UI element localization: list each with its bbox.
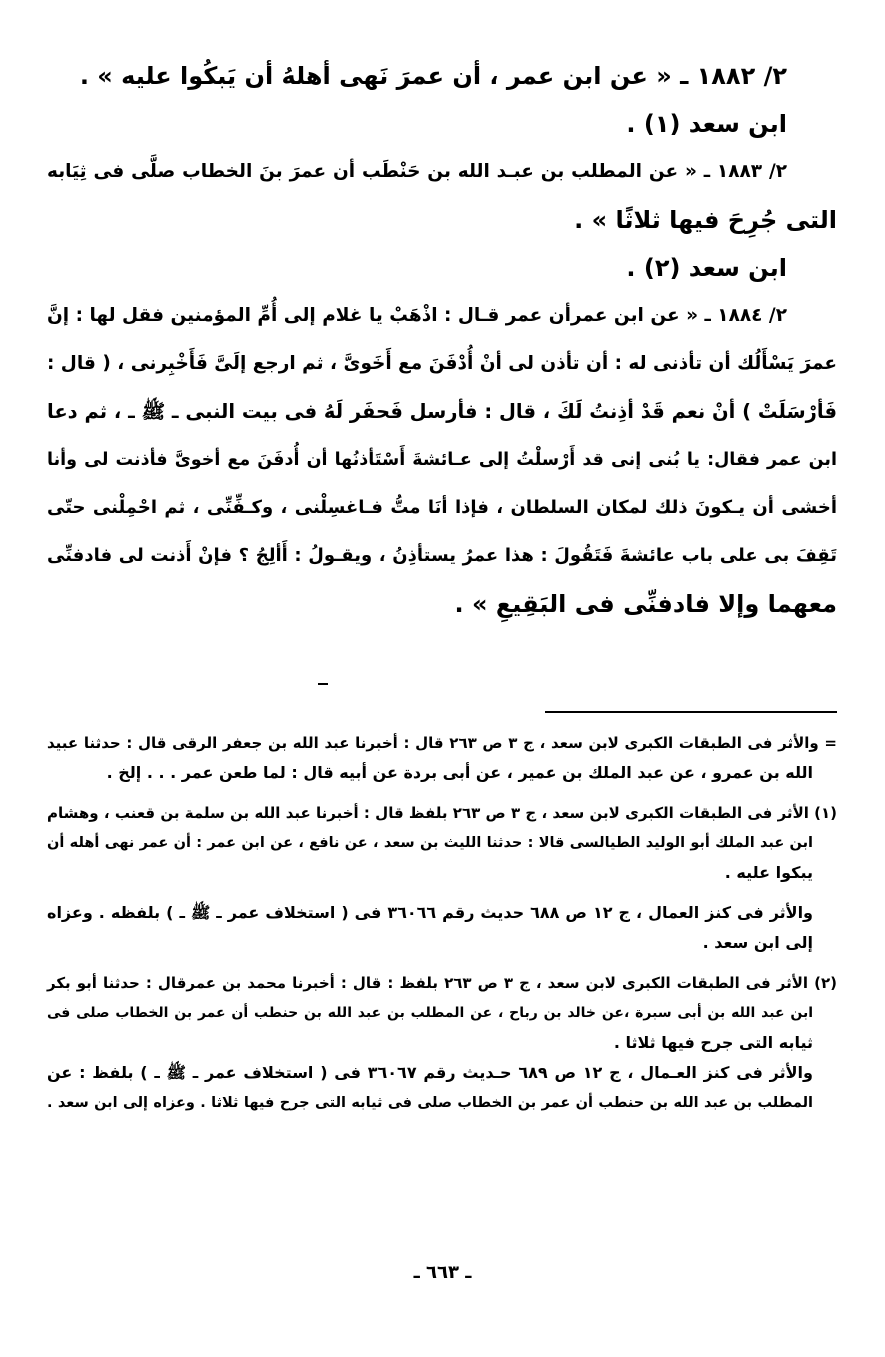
hadith-1883-line-2: التى جُرِحَ فيها ثلاثًا » . <box>574 206 837 234</box>
footnote-continued-line-2: الله بن عمرو ، عن عبد الملك بن عمير ، عن أبى بردة عن أبيه قال : لما طعن عمر . . . إلخ . <box>106 763 813 782</box>
footnote-2-line-5: المطلب بن عبد الله بن حنطب أن عمر بن الخطاب صلى فى ثيابه التى جرح فيها ثلاثا . وعزاه إلى ابن سعد . <box>47 1095 813 1111</box>
footnote-separator <box>545 711 837 713</box>
stray-mark <box>318 683 328 685</box>
hadith-1883-line-1: ٢/ ١٨٨٣ ـ « عن المطلب بن عبـد الله بن حَنْطَب أن عمرَ بنَ الخطاب صلَّى فى ثِيَابه <box>47 161 787 182</box>
hadith-1884-line-4: ابن عمر فقال: يا بُنى إنى قد أَرْسلْتُ إلى عـائشةَ أَسْتَأذنُها أن أُدفَنَ مع أخوىَّ فأذنت لى وأنا <box>47 450 837 470</box>
footnote-1-line-1: (١) الأثر فى الطبقات الكبرى لابن سعد ، ج ٣ ص ٢٦٣ بلفظ قال : أخبرنا عبد الله بن سلمة بن قعنب ، وهشام <box>47 804 838 822</box>
footnote-1-line-2: ابن عبد الملك أبو الوليد الطيالسى قالا : حدثنا الليث بن سعد ، عن نافع ، عن ابن عمر : أن عمر نهى أهله أن <box>47 835 813 851</box>
footnote-2-line-1: (٢) الأثر فى الطبقات الكبرى لابن سعد ، ج ٣ ص ٢٦٣ بلفظ : قال : أخبرنا محمد بن عمرقال : حدثنا أبو بكر <box>47 974 837 992</box>
hadith-1882-line: ٢/ ١٨٨٢ ـ « عن ابن عمر ، أن عمرَ نَهى أهلهُ أن يَبكُوا عليه » . <box>79 62 787 90</box>
footnotes <box>47 728 837 1118</box>
hadith-1884-line-7: معهما وإلا فادفنِّى فى البَقِيعِ » . <box>454 590 837 618</box>
main-text <box>47 52 837 628</box>
hadith-1884-line-2: عمرَ يَسْأَلُك أن تأذنى له : أن تأذن لى أنْ أُدْفَنَ مع أَخَوىَّ ، ثم ارجع إلَىَّ فَأَخْبِرنى ، ( قال : <box>46 353 837 374</box>
hadith-1884-line-1: ٢/ ١٨٨٤ ـ « عن ابن عمرأن عمر قـال : اذْهَبْ يا غلام إلى أُمِّ المؤمنين فقل لها : إنَّ <box>47 305 787 326</box>
page-number: ـ ٦٦٣ ـ <box>413 1262 472 1283</box>
footnote-2-line-4: والأثر فى كنز العـمال ، ج ١٢ ص ٦٨٩ حـديث رقم ٣٦٠٦٧ فى ( استخلاف عمر ـ ﷺ ـ ) بلفظ : عن <box>47 1063 813 1082</box>
footnote-2-line-2: ابن عبد الله بن أبى سبرة ،عن خالد بن رباح ، عن المطلب بن عبد الله بن حنطب أن عمر بن الخطاب صلى فى <box>47 1005 813 1021</box>
footnote-1-line-4: والأثر فى كنز العمال ، ج ١٢ ص ٦٨٨ حديث رقم ٣٦٠٦٦ فى ( استخلاف عمر ـ ﷺ ـ ) بلفظه . وعزاه <box>47 903 813 922</box>
hadith-1884-line-6: تَقِفَ بى على باب عائشةَ فَتَقُولَ : هذا عمرُ يستأذِنُ ، ويقـولُ : أَألِجُ ؟ فإنْ أَذنت لى فادفنِّى <box>47 545 837 566</box>
source-ibn-saad-1: ابن سعد (١) . <box>626 110 787 138</box>
hadith-1884-line-5: أخشى أن يـكونَ ذلك لمكان السلطان ، فإذا أنَا متُّ فـاغسِلْنى ، وكـفِّنِّى ، ثم احْمِلْنى حتّى <box>47 497 837 518</box>
footnote-1-line-5: إلى ابن سعد . <box>702 933 813 952</box>
footnote-continued-line-1: = والأثر فى الطبقات الكبرى لابن سعد ، ج ٣ ص ٢٦٣ قال : أخبرنا عبد الله بن جعفر الرقى قال : حدثنا عبيد <box>47 734 837 752</box>
footnote-2-line-3: ثيابه التى جرح فيها ثلاثا . <box>613 1033 813 1052</box>
hadith-1884-line-3: فَأرْسَلَتْ ) أنْ نعم قَدْ أذِنتُ لَكَ ، قال : فأرسل فَحفَر لَهُ فى بيت النبى ـ ﷺ ـ ، ثم دعا <box>47 400 837 423</box>
footnote-1-line-3: يبكوا عليه . <box>724 863 813 882</box>
source-ibn-saad-2: ابن سعد (٢) . <box>626 254 787 282</box>
